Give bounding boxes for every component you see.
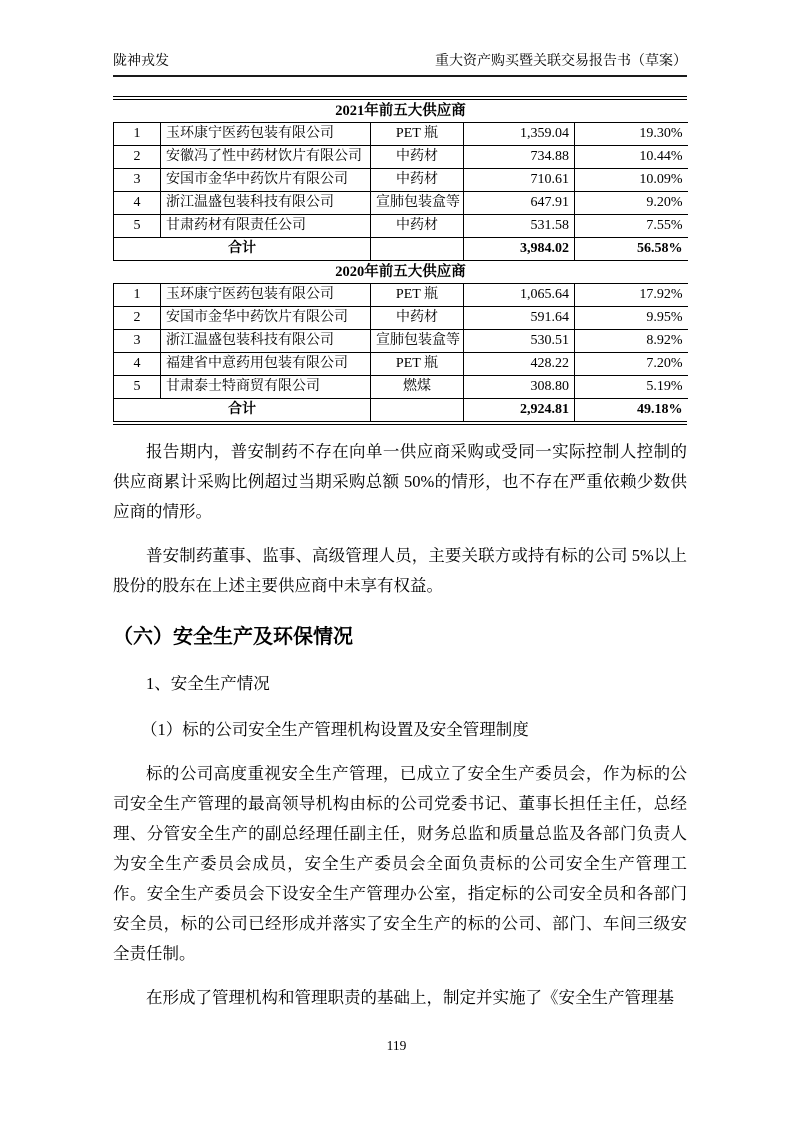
paragraph-safety-committee: 标的公司高度重视安全生产管理，已成立了安全生产委员会，作为标的公司安全生产管理的最高领导机构由标的公司党委书记、董事长担任主任，总经理、分管安全生产的副总经理任副主任，财务总监和质量总监及各部门负责人为安全生产委员会成员，安全生产委员会全面负责标的公司安全生产管理工作。安全生产委员会下设安全生产管理办公室，指定标的公司安全员和各部门安全员，标的公司已经形成并落实了安全生产的标的公司、部门、车间三级安全责任制。 bbox=[113, 764, 687, 963]
table-row bbox=[114, 192, 688, 215]
cell-supplier: 浙江温盛包装科技有限公司 bbox=[161, 192, 371, 215]
cell-ratio: 17.92% bbox=[575, 284, 688, 307]
table-total-row-2020 bbox=[114, 399, 688, 422]
cell-ratio: 10.09% bbox=[575, 169, 688, 192]
cell-amount: 647.91 bbox=[464, 192, 575, 215]
cell-supplier: 安国市金华中药饮片有限公司 bbox=[161, 307, 371, 330]
cell-amount: 428.22 bbox=[464, 353, 575, 376]
cell-ratio: 9.95% bbox=[575, 307, 688, 330]
cell-product: PET 瓶 bbox=[371, 123, 464, 146]
cell-product: 宣肺包装盒等 bbox=[371, 192, 464, 215]
cell-rank: 5 bbox=[114, 376, 161, 399]
paragraph-related-party-interest: 普安制药董事、监事、高级管理人员，主要关联方或持有标的公司 5%以上股份的股东在上述主要供应商中未享有权益。 bbox=[113, 546, 687, 595]
cell-ratio: 7.20% bbox=[575, 353, 688, 376]
cell-total-ratio: 56.58% bbox=[575, 238, 688, 261]
cell-amount: 308.80 bbox=[464, 376, 575, 399]
cell-product: 燃煤 bbox=[371, 376, 464, 399]
cell-total-amount: 3,984.02 bbox=[464, 238, 575, 261]
cell-rank: 4 bbox=[114, 192, 161, 215]
cell-supplier: 甘肃泰士特商贸有限公司 bbox=[161, 376, 371, 399]
cell-ratio: 19.30% bbox=[575, 123, 688, 146]
cell-product: 中药材 bbox=[371, 146, 464, 169]
table-section-title-2021 bbox=[114, 100, 688, 123]
cell-supplier: 安徽冯了性中药材饮片有限公司 bbox=[161, 146, 371, 169]
cell-rank: 5 bbox=[114, 215, 161, 238]
cell-total-ratio: 49.18% bbox=[575, 399, 688, 422]
section-title-text: 2020年前五大供应商 bbox=[114, 261, 688, 284]
cell-product-empty bbox=[371, 238, 464, 261]
cell-supplier: 甘肃药材有限责任公司 bbox=[161, 215, 371, 238]
table-row bbox=[114, 146, 688, 169]
header-company-name: 陇神戎发 bbox=[113, 54, 169, 69]
table-row bbox=[114, 353, 688, 376]
table-total-row-2021 bbox=[114, 238, 688, 261]
cell-product-empty bbox=[371, 399, 464, 422]
header-report-title: 重大资产购买暨关联交易报告书（草案） bbox=[435, 54, 687, 69]
cell-amount: 591.64 bbox=[464, 307, 575, 330]
supplier-table bbox=[113, 100, 688, 421]
cell-rank: 1 bbox=[114, 284, 161, 307]
cell-amount: 1,359.04 bbox=[464, 123, 575, 146]
table-row bbox=[114, 376, 688, 399]
body-text bbox=[113, 437, 687, 1013]
cell-ratio: 5.19% bbox=[575, 376, 688, 399]
cell-supplier: 玉环康宁医药包装有限公司 bbox=[161, 284, 371, 307]
cell-ratio: 8.92% bbox=[575, 330, 688, 353]
subsection-safety-management-org: （1）标的公司安全生产管理机构设置及安全管理制度 bbox=[141, 720, 529, 739]
cell-rank: 4 bbox=[114, 353, 161, 376]
cell-amount: 530.51 bbox=[464, 330, 575, 353]
table-row bbox=[114, 169, 688, 192]
cell-supplier: 福建省中意药用包装有限公司 bbox=[161, 353, 371, 376]
cell-total-amount: 2,924.81 bbox=[464, 399, 575, 422]
cell-total-label: 合计 bbox=[114, 238, 371, 261]
cell-supplier: 浙江温盛包装科技有限公司 bbox=[161, 330, 371, 353]
cell-ratio: 9.20% bbox=[575, 192, 688, 215]
cell-rank: 2 bbox=[114, 307, 161, 330]
cell-supplier: 玉环康宁医药包装有限公司 bbox=[161, 123, 371, 146]
section-heading-safety-environment: （六）安全生产及环保情况 bbox=[113, 626, 353, 648]
cell-rank: 3 bbox=[114, 169, 161, 192]
table-row bbox=[114, 123, 688, 146]
cell-amount: 734.88 bbox=[464, 146, 575, 169]
cell-amount: 1,065.64 bbox=[464, 284, 575, 307]
doc-header bbox=[113, 50, 687, 77]
paragraph-supplier-concentration: 报告期内，普安制药不存在向单一供应商采购或受同一实际控制人控制的供应商累计采购比例超过当期采购总额 50%的情形，也不存在严重依赖少数供应商的情形。 bbox=[113, 442, 687, 521]
subsection-safety-production: 1、安全生产情况 bbox=[146, 674, 270, 693]
cell-ratio: 10.44% bbox=[575, 146, 688, 169]
cell-total-label: 合计 bbox=[114, 399, 371, 422]
cell-amount: 531.58 bbox=[464, 215, 575, 238]
cell-product: 中药材 bbox=[371, 215, 464, 238]
table-row bbox=[114, 215, 688, 238]
paragraph-safety-rules-intro: 在形成了管理机构和管理职责的基础上，制定并实施了《安全生产管理基 bbox=[146, 988, 674, 1007]
cell-amount: 710.61 bbox=[464, 169, 575, 192]
cell-product: 中药材 bbox=[371, 307, 464, 330]
cell-supplier: 安国市金华中药饮片有限公司 bbox=[161, 169, 371, 192]
table-row bbox=[114, 307, 688, 330]
table-row bbox=[114, 284, 688, 307]
section-title-text: 2021年前五大供应商 bbox=[114, 100, 688, 123]
cell-rank: 3 bbox=[114, 330, 161, 353]
page-number: 119 bbox=[386, 1038, 407, 1053]
cell-ratio: 7.55% bbox=[575, 215, 688, 238]
supplier-table-wrapper bbox=[113, 96, 687, 425]
cell-product: PET 瓶 bbox=[371, 353, 464, 376]
table-section-title-2020 bbox=[114, 261, 688, 284]
cell-product: PET 瓶 bbox=[371, 284, 464, 307]
cell-product: 宣肺包装盒等 bbox=[371, 330, 464, 353]
cell-rank: 1 bbox=[114, 123, 161, 146]
cell-product: 中药材 bbox=[371, 169, 464, 192]
cell-rank: 2 bbox=[114, 146, 161, 169]
table-row bbox=[114, 330, 688, 353]
